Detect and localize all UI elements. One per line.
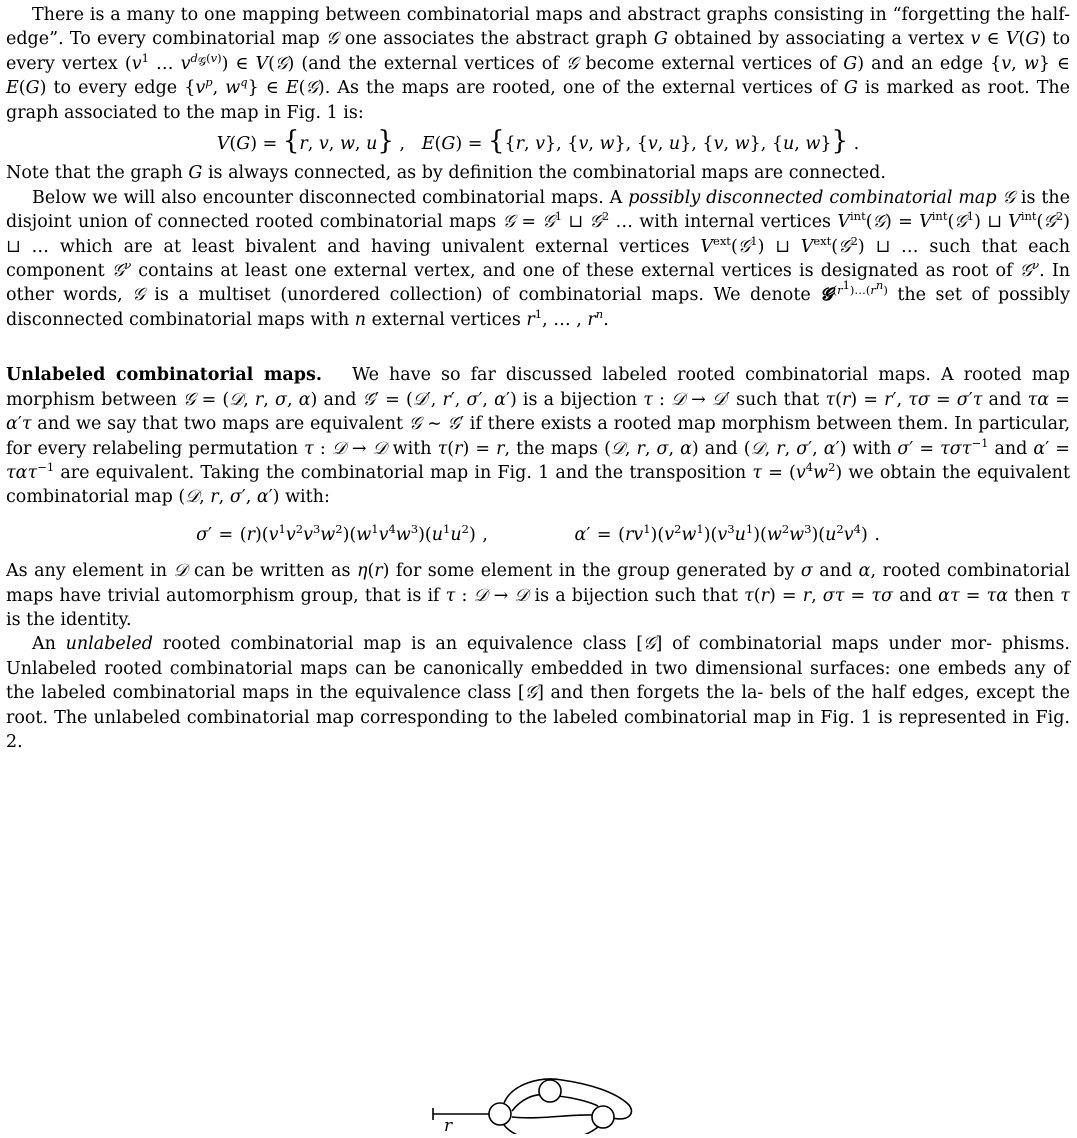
vertex-u <box>592 1106 614 1128</box>
paragraph-unlabeled-definition: An unlabeled rooted combinatorial map is an equivalence class [𝒢] of combinatorial maps under mor- phisms. Unlabeled rooted combinatorial maps can be canonically embedded in two dimensional surfaces: one embeds any of the labeled combinatorial maps in the equivalence class [𝒢] and then forgets the la- bels of the half edges, except the root. The unlabeled combinatorial map corresponding to the labeled combinatorial map in Fig. 1 is represented in Fig. 2. <box>6 634 1071 752</box>
equation-graph-vertices-edges: V(G) = {r, v, w, u} , E(G) = {{r, v}, {v, w}, {v, u}, {v, w}, {u, w}} . <box>216 126 860 157</box>
edge-w-u <box>558 1096 598 1106</box>
paragraph-unlabeled-maps: Unlabeled combinatorial maps. We have so far discussed labeled rooted combinatorial maps. A rooted map morphism between 𝒢 = (𝒟, r, σ, α) and 𝒢′ = (𝒟′, r′, σ′, α′) is a bijection τ : 𝒟 → 𝒟′ such that τ(r) = r′, τσ = σ′τ and τα = α′τ and we say that two maps are equivalent 𝒢 ∼ 𝒢′ if there exists a rooted map morphism between them. In particular, for every relabeling permutation τ : 𝒟 → 𝒟 with τ(r) = r, the maps (𝒟, r, σ, α) and (𝒟, r, σ′, α′) with σ′ = τστ$^{-1}$ and α′ = τατ$^{-1}$ are equivalent. Taking the combinatorial map in Fig. 1 and the transposition $\tau = (v^4w^2)$ we obtain the equivalent combinatorial map (𝒟, r, σ′, α′) with: <box>6 365 1071 508</box>
paragraph-trivial-automorphism: As any element in 𝒟 can be written as η(r) for some element in the group generated by σ and α, rooted combinatorial maps have trivial automorphism group, that is if τ : 𝒟 → 𝒟 is a bijection such that τ(r) = r, στ = τσ and ατ = τα then τ is the identity. <box>6 561 1070 630</box>
outer-bottom-edge <box>504 1125 598 1134</box>
equation-alpha-prime: $\alpha' = (rv^1)(v^2w^1)(v^3u^1)(w^2w^3)(u^2v^4)$ . <box>574 521 880 545</box>
edge-v-u <box>512 1115 592 1118</box>
paragraph-graph-connected: Note that the graph G is always connected, as by definition the combinatorial maps are connected. <box>6 163 886 184</box>
equation-sigma-prime: $\sigma' = (r)(v^1v^2v^3w^2)(w^1v^4w^3)(u^1u^2)$ , <box>196 521 488 545</box>
paragraph-forgetting-half-edge: There is a many to one mapping between combinatorial maps and abstract graphs consisting in “forgetting the half-edge”. To every combinatorial map 𝒢 one associates the abstract graph G obtained by associating a vertex v ∈ V(G) to every vertex ($v^1$ … $v^{d_𝒢(v)}$) ∈ V(𝒢) (and the external vertices of 𝒢 become external vertices of G) and an edge {v, w} ∈ E(G) to every edge {$v^p$, $w^q$} ∈ E(𝒢). As the maps are rooted, one of the external vertices of G is marked as root. The graph associated to the map in Fig. 1 is: <box>6 5 1071 123</box>
edge-v-w <box>512 1095 543 1111</box>
root-label: r <box>444 1116 453 1134</box>
paragraph-disconnected-maps: Below we will also encounter disconnected combinatorial maps. A possibly disconnected combinatorial map 𝒢 is the disjoint union of connected rooted combinatorial maps 𝒢 = 𝒢$^1$ ⊔ 𝒢$^2$ … with internal vertices $V^{int}(𝒢)$ = $V^{int}(𝒢^1)$ ⊔ $V^{int}(𝒢^2)$ ⊔ … which are at least bivalent and having univalent external vertices $V^{ext}(𝒢^1)$ ⊔ $V^{ext}(𝒢^2)$ ⊔ … such that each component 𝒢$^\nu$ contains at least one external vertex, and one of these external vertices is designated as root of 𝒢$^\nu$. In other words, 𝒢 is a multiset (unordered collection) of combinatorial maps. We denote 𝓖$^{(r^1)\dots(r^n)}$ the set of possibly disconnected combinatorial maps with n external vertices $r^1$, … , $r^n$. <box>6 187 1070 330</box>
vertex-w <box>539 1080 561 1102</box>
unlabeled-map-diagram <box>0 1074 1077 1134</box>
section-heading-unlabeled: Unlabeled combinatorial maps. <box>6 365 322 386</box>
figure-unlabeled-map <box>0 1074 1077 1134</box>
equation-sigma-alpha-prime <box>6 523 1070 547</box>
vertex-v <box>489 1103 511 1125</box>
paper-body <box>6 0 1070 754</box>
